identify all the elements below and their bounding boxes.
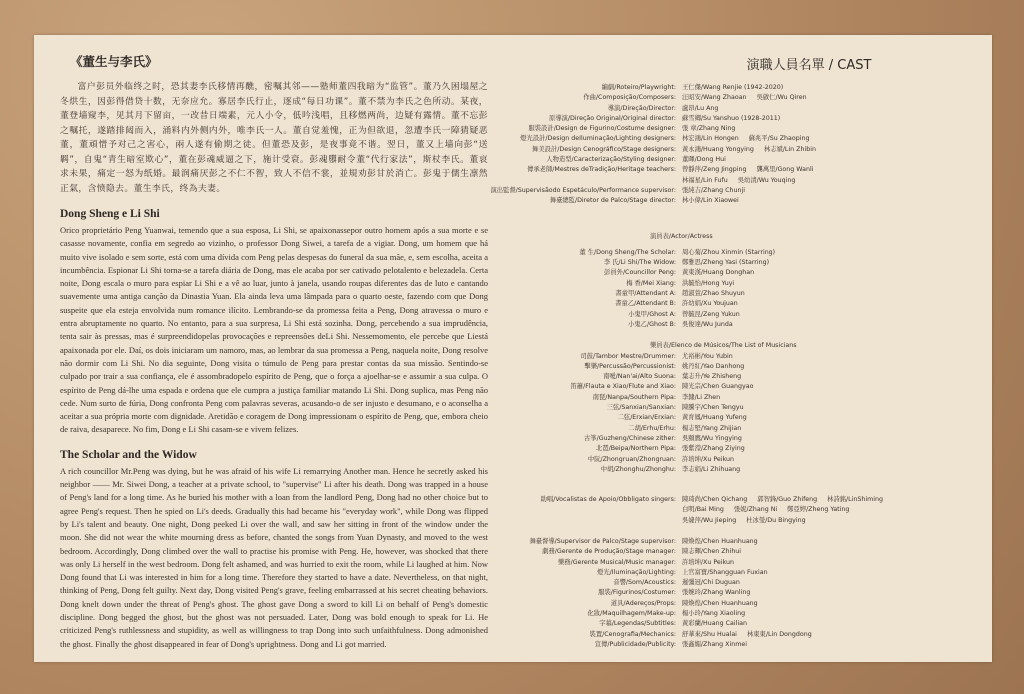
crew-row bbox=[490, 186, 966, 196]
credit-role: 董 生/Dong Sheng/The Scholar: bbox=[579, 248, 676, 256]
credit-role: 音響/Som/Acoustics: bbox=[613, 579, 676, 587]
credit-name: 林詩銘/LinShiming bbox=[827, 496, 884, 504]
credit-role: 燈光/Iluminação/Lighting: bbox=[597, 568, 676, 576]
credit-name: 陳煥煌/Chen Huanhuang bbox=[682, 537, 758, 545]
credit-names bbox=[682, 495, 893, 505]
credit-names bbox=[682, 516, 816, 526]
credit-name: 陳志輝/Chen Zhihui bbox=[682, 548, 742, 556]
credit-role: 古箏/Guzheng/Chinese zither: bbox=[583, 434, 676, 442]
actor-row bbox=[512, 320, 966, 330]
credit-role: 書童甲/Attendant A: bbox=[615, 290, 676, 298]
credit-name: 林福星/Lin Fufu bbox=[682, 176, 728, 184]
actor-row bbox=[512, 248, 966, 258]
credit-name: 許幼娟/Xu Youjuan bbox=[682, 300, 738, 308]
credit-role: 道具/Adereços/Props: bbox=[610, 599, 676, 607]
credit-names bbox=[682, 465, 750, 475]
credit-name: 吳幼清/Wu Youqing bbox=[737, 176, 796, 184]
crew-row bbox=[512, 93, 966, 103]
credit-role: 原導演/Direção Original/Original director: bbox=[549, 114, 676, 122]
actor-row bbox=[512, 258, 966, 268]
credit-role: 演出監督/Supervisãodo Espetáculo/Performance supervisor: bbox=[490, 186, 676, 194]
musician-row bbox=[512, 403, 966, 413]
credit-names bbox=[682, 268, 764, 278]
credit-role: 李 氏/Li Shi/The Widow: bbox=[603, 259, 676, 267]
credit-role: 笛簫/Flauta e Xiao/Flute and Xiao: bbox=[570, 383, 676, 391]
credit-role: 服裝/Figurinos/Costumer: bbox=[598, 589, 676, 597]
credit-name: 曾靜萍/Zeng Jingping bbox=[682, 166, 747, 174]
credit-name: 黃育鳳/Huang Yufeng bbox=[682, 414, 747, 422]
synopsis-title: 《董生与李氏》 bbox=[70, 54, 158, 69]
credit-name: 林東東/Lin Dongdong bbox=[746, 630, 812, 638]
credit-role: 南琵/Nanpa/Southern Pipa: bbox=[592, 393, 676, 401]
credit-name: 杜冰瑩/Du Bingying bbox=[746, 516, 806, 524]
credit-names bbox=[682, 352, 743, 362]
credit-role: 南噯/Nan'ai/Alto Suona: bbox=[603, 373, 676, 381]
credit-names bbox=[682, 258, 779, 268]
credit-names bbox=[682, 568, 778, 578]
credit-names bbox=[682, 186, 755, 196]
credit-name: 林宏鴻/Lin Hongen bbox=[682, 135, 739, 143]
credit-name: 張紫瀅/Zhang Ziying bbox=[682, 445, 745, 453]
credit-name: 遲彊冠/Chi Duguan bbox=[682, 579, 740, 587]
chinese-synopsis: 富户彭员外临终之时，恐其妻李氏移情再醮，密嘱其邻——塾师董四我暗为“监管”。董乃久困塌屋之冬烘生，因彭得借贷十数，无奈应允。寡居李氏行止，逐成“每日功课”。董不禁为李氏之色所动。某夜，董登墙窥李，见其月下留亩，一改昔日端素，元人小令，低吟浅唱，且移燃两尚，边疑有露情。董不忘彭之嘱托，遂踏排闼而入，涌料内外侧内外，唯李氏一人。董自觉羞愧，正为但欲退，忽遭李氏一障猜疑恶董，董頑惜予对己之害心，兩人遂有偷期之徒。但董恐及彭，是夜事竟不谐。翌日，董又上墙向彭“送羁”，自鬼“青生暗室欺心”，董在彭魂威逼之下，施计受衰。彭魂隳耐令董“代行家法”，斯杖李氏。董哀求未果，痛定一怒为纸婚。最润痛厌彭之不仁不智，致人不信不裳，並規劝彭甘於消亡。彭鬼于儒生凛然正氣，含愤隐去。董生李氏，终為夫妻。 bbox=[60, 82, 488, 194]
credit-name: 郭智鋒/Guo Zhifeng bbox=[757, 496, 818, 504]
credit-names bbox=[682, 578, 750, 588]
credit-names bbox=[682, 248, 785, 258]
credit-role: 司鼓/Tambor Mestre/Drummer: bbox=[580, 352, 676, 360]
credit-role: 二胡/Erhu/Erhu: bbox=[628, 424, 676, 432]
credit-names bbox=[682, 382, 763, 392]
musician-row bbox=[512, 352, 966, 362]
credit-name: 林志斌/Lin Zhibin bbox=[763, 145, 816, 153]
credit-names bbox=[682, 372, 751, 382]
credit-role: 中阮/Zhongruan/Zhongruan: bbox=[587, 455, 676, 463]
crew-row bbox=[512, 165, 966, 175]
musician-row bbox=[512, 424, 966, 434]
credit-role: 彭員外/Councillor Peng: bbox=[604, 269, 676, 277]
crew-row bbox=[512, 196, 966, 206]
credit-role: 化妝/Maquilhagem/Make-up: bbox=[587, 610, 676, 618]
credit-role: 舞臺總監/Diretor de Palco/Stage director: bbox=[549, 197, 676, 205]
musicians-heading: 樂員表/Elenco de Músicos/The List of Musicians bbox=[650, 342, 797, 350]
portuguese-synopsis: Orico proprietário Peng Yuanwai, temendo que a sua esposa, Li Shi, se apaixonassepor outro homem após a sua morte e se casasse novamente, confia em segredo ao vizinho, o professor Dong Siwei, a tarefa de a vigiar. Dong, um homem que há muito vive isolado e sem sorte, está com uma dívida com Peng pelas despesas do funeral da sua mãe, e, sem escolha, aceita a incumbência. Espionar Li Shi torna-se a tarefa diária de Dong, mas ele acaba por ser cativado pelotalento e belezadela. Certa noite, Dong escala o muro para espiar Li Shi e a vê ao luar, junto à janela, usando roupas diferentes das de luto e cantando suavemente uma antiga canção da Dinastia Yuan. Ela ainda leva uma lâmpada para o quarto oeste, fazendo com que Dong suspeite que ela esteja envolvida num romance ilícito. Lembrando-se da promessa feita a Peng, Dong atravessa o muro e entra abruptamente no quarto. No entanto, para a sua surpresa, Li Shi está sozinha. Dong, percebendo a sua imprudência, tenta sair às pressas, mas é surpreendidopelas provocações e repreensões deLi Shi. Nessemomento, ele percebe que Liestá apaixonada por ele. Daí, os dois iniciaram um namoro, mas, ao lembrar da sua promessa a Peng, naquela noite, Dong resolve não dormir com Li Shi. No dia seguinte, Dong visita o túmulo de Peng para prestar contas da sua missão. Sentindo-se culpado por trair a sua confiança, ele é assombradopelo espírito de Peng, que o força a ajoelhar-se e assumir a sua culpa. O espírito de Peng dá-lhe uma espada e ordena que ele cumpra a justiça familiar matando Li Shi. Dong suplica, mas Peng não cede. Num surto de fúria, Dong confronta Peng com palavras severas, acusando-o de ser injusto e desumano, e o aconselha a aceitar a sua própria morte com dignidade. Aretidão e coragem de Dong impressionam o espírito de Peng, que, embora cheio de raiva, desaparece. No fim, Dong e Li Shi casam-se e vivem felizes. bbox=[60, 225, 488, 435]
credit-name: 吳俊達/Wu Junda bbox=[682, 320, 733, 328]
credit-role: 書童乙/Attendant B: bbox=[615, 300, 676, 308]
credit-name: 陳騰宇/Chen Tengyu bbox=[682, 404, 744, 412]
credit-names bbox=[682, 537, 768, 547]
staff-row bbox=[512, 558, 966, 568]
credit-names bbox=[682, 320, 743, 330]
credit-role: 小鬼乙/Ghost B: bbox=[628, 320, 676, 328]
credit-name: 李隸/Li Zhen bbox=[682, 393, 721, 401]
credit-role: 字幕/Legendas/Subtitles: bbox=[599, 620, 676, 628]
english-synopsis: A rich councillor Mr.Peng was dying, but he was afraid of his wife Li remarrying Another man. Hence he secretly asked his neighbor —— Mr. Siwei Dong, a teacher at a private school, to "supervise" Li after his death. Dong was trapped in a house of Peng's land for a long time. As he buried his mother with a loan from the landlord Peng, Dong had no other choice but to agree Peng's request. Then he spied on Li's deeds. Gradually this had became his "everyday work", while Dong was flipped by Li's talent and beauty. One night, Dong peeked Li over the wall, and saw her sitting in front of the window under the moon. She did not wear the white mourning dress as before, chanted the songs from Yuan Dynasty, and moved to the west bedroom. Accordingly, Dong climbed over the wall to practise his promise with Peng. He, however, was shocked that there was only Li herself in the west bedroom. Dong felt ashamed, and was hurried to exit the room, while Li laughed at him. Now Dong found that Li was interested in him for a long time. Therefore they started to have a date. Nevertheless, on that night, thinking of Peng, Dong felt guilty. Next day, Dong visited Peng's grave, feeling embarrassed at his secret cheating behaviors. Dong knelt down under the threat of Peng's ghost. The ghost gave Dong a sword to kill Li on behalf of Peng's domestic discipline. Dong begged the ghost, but the ghost was not persuaded. Later, Dong was bold enough to speak for Li. He criticized Peng's ruthlessness and stupidity, as well as willingness to trap Dong into such unfaithfulness. Dong admonished the ghost. Finally the ghost disappeared in fear of Dong's uprightness. Dong and Li got married. bbox=[60, 465, 488, 649]
credit-name: 陳琦尚/Chen Qichang bbox=[682, 496, 748, 504]
credit-names bbox=[682, 83, 793, 93]
credit-names bbox=[682, 444, 755, 454]
credit-names bbox=[682, 155, 736, 165]
credit-names bbox=[682, 558, 744, 568]
vocalist-row bbox=[512, 505, 966, 515]
credit-name: 楊小玲/Yang Xiaoling bbox=[682, 610, 746, 618]
credit-names bbox=[682, 609, 755, 619]
credit-name: 汪昭安/Wang Zhaoan bbox=[682, 94, 747, 102]
staff-row bbox=[512, 640, 966, 650]
credit-names bbox=[682, 176, 805, 186]
credit-names bbox=[682, 362, 754, 372]
credit-name: 黃彩蘭/Huang Cailian bbox=[682, 620, 747, 628]
credit-name: 張婉玲/Zhang Wanling bbox=[682, 589, 751, 597]
program-page bbox=[34, 35, 992, 662]
musician-row bbox=[512, 372, 966, 382]
actor-row bbox=[512, 289, 966, 299]
credit-names bbox=[682, 640, 757, 650]
credit-name: 尤裕彬/You Yubin bbox=[682, 352, 733, 360]
credit-role: 服裝設計/Design de Figurino/Costume designer: bbox=[528, 125, 676, 133]
credit-names bbox=[682, 114, 790, 124]
actor-row bbox=[512, 310, 966, 320]
credit-name: 上官富寶/Shangguan Fuxian bbox=[682, 568, 768, 576]
english-heading: The Scholar and the Widow bbox=[60, 448, 197, 461]
musician-row bbox=[512, 434, 966, 444]
credit-names bbox=[682, 299, 748, 309]
credit-name: 陳光宗/Chen Guangyao bbox=[682, 383, 754, 391]
credit-role: 舞臺督導/Supervisor de Palco/Stage supervisor: bbox=[529, 537, 676, 545]
actor-row bbox=[512, 299, 966, 309]
credit-name: 許培坤/Xu Peikun bbox=[682, 455, 734, 463]
credit-names bbox=[682, 619, 757, 629]
credit-name: 陳煥煌/Chen Huanhuang bbox=[682, 599, 758, 607]
credit-name: 張鑫媚/Zhang Xinmei bbox=[682, 640, 747, 648]
credit-name: 葉志升/Ye Zhisheng bbox=[682, 373, 742, 381]
credit-role: 中胡/Zhonghu/Zhonghu: bbox=[600, 465, 676, 473]
cast-column bbox=[490, 48, 966, 650]
credit-role: 裝置/Cenografia/Mechanics: bbox=[589, 630, 676, 638]
credit-name: 林小偉/Lin Xiaowei bbox=[682, 197, 739, 205]
credit-names bbox=[682, 104, 728, 114]
credit-name: 黃東漢/Huang Donghan bbox=[682, 269, 755, 277]
musician-row bbox=[512, 382, 966, 392]
credit-name: 周心菊/Zhou Xinmin (Starring) bbox=[682, 248, 776, 256]
credit-role: 樂務/Gerente Musical/Music manager: bbox=[557, 558, 676, 566]
credit-name: 鄭雅思/Zheng Yasi (Starring) bbox=[682, 259, 770, 267]
staff-row bbox=[512, 537, 966, 547]
credit-name: 許培坤/Xu Peikun bbox=[682, 558, 734, 566]
musician-row bbox=[512, 465, 966, 475]
crew-row bbox=[512, 155, 966, 165]
musician-row bbox=[512, 455, 966, 465]
credit-role: 燈光設計/Design deIluminação/Lighting designers: bbox=[520, 135, 676, 143]
portuguese-heading: Dong Sheng e Li Shi bbox=[60, 208, 160, 220]
actors-heading: 演員表/Actor/Actress bbox=[650, 232, 713, 240]
credit-name: 王仁傑/Wang Renjie (1942-2020) bbox=[682, 84, 784, 91]
staff-row bbox=[512, 609, 966, 619]
credit-names bbox=[682, 393, 730, 403]
credit-name: 曾毓昆/Zeng Yukun bbox=[682, 310, 740, 318]
credit-role: 編劇/Roteiro/Playwright: bbox=[601, 84, 676, 91]
crew-row bbox=[512, 145, 966, 155]
staff-row bbox=[512, 588, 966, 598]
vocalists-list bbox=[512, 495, 966, 526]
musician-row bbox=[512, 413, 966, 423]
credit-name: 吳頤鷹/Wu Yingying bbox=[682, 434, 742, 442]
credit-name: 黃永鴻/Huang Yongying bbox=[682, 145, 754, 153]
musicians-list bbox=[512, 352, 966, 476]
credit-names bbox=[682, 424, 751, 434]
vocalist-row bbox=[512, 516, 966, 526]
credit-name: 吳婕萍/Wu Jieping bbox=[682, 516, 737, 524]
credit-name: 趙淑萱/Zhao Shuyun bbox=[682, 290, 745, 298]
credit-name: 吳啟仁/Wu Qiren bbox=[756, 94, 807, 102]
credit-name: 董暉/Dong Hui bbox=[682, 156, 726, 164]
crew-row bbox=[512, 124, 966, 134]
credit-role: 助唱/Vocalistas de Apoio/Obbligato singers: bbox=[540, 496, 676, 504]
credit-name: 蘇雪卿/Su Yanshuo (1928-2011) bbox=[682, 114, 781, 122]
credit-names bbox=[682, 403, 754, 413]
credit-names bbox=[682, 455, 744, 465]
credit-role: 作曲/Composição/Composers: bbox=[583, 94, 676, 102]
credit-names bbox=[682, 145, 826, 155]
musician-row bbox=[512, 444, 966, 454]
credit-names bbox=[682, 547, 751, 557]
credit-names bbox=[682, 289, 755, 299]
credit-name: 鄭亞婷/Zheng Yating bbox=[787, 506, 850, 514]
credit-role: 舞美設計/Design Cenográfico/Stage designers: bbox=[532, 145, 676, 153]
credit-role: 梅 香/Mei Xiang: bbox=[626, 279, 676, 287]
crew-row bbox=[512, 176, 966, 186]
credit-name: 盧昂/Lu Ang bbox=[682, 104, 719, 112]
crew-row bbox=[512, 104, 966, 114]
credit-names bbox=[682, 630, 822, 640]
staff-row bbox=[512, 547, 966, 557]
musician-row bbox=[512, 393, 966, 403]
staff-row bbox=[512, 599, 966, 609]
credit-name: 洪毓怡/Hong Yuyi bbox=[682, 279, 735, 287]
credit-names bbox=[682, 93, 817, 103]
credit-names bbox=[682, 434, 752, 444]
actor-row bbox=[512, 279, 966, 289]
credit-name: 舒華來/Shu Hualai bbox=[682, 630, 737, 638]
cast-title: 演職人員名單 / CAST bbox=[746, 58, 872, 73]
credit-name: 李志娟/Li Zhihuang bbox=[682, 465, 741, 473]
crew-row bbox=[512, 114, 966, 124]
crew-list bbox=[490, 83, 966, 207]
credit-name: 張 章/Zhang Ning bbox=[682, 125, 736, 133]
credit-name: 張純吉/Zhang Chunji bbox=[682, 186, 746, 194]
credit-name: 蘇兆平/Su Zhaoping bbox=[748, 135, 810, 143]
credit-name: 龔萬里/Gong Wanli bbox=[756, 166, 814, 174]
credit-role: 人物造型/Caracterização/Styling designer: bbox=[546, 156, 676, 164]
staff-row bbox=[512, 568, 966, 578]
credit-role: 北琶/Beipa/Northern Pipa: bbox=[596, 445, 676, 453]
credit-role: 三弦/Sanxian/Sanxian: bbox=[606, 404, 676, 412]
credit-names bbox=[682, 279, 744, 289]
credit-name: 姚丹紅/Yao Danhong bbox=[682, 362, 745, 370]
credit-names bbox=[682, 124, 745, 134]
credit-names bbox=[682, 505, 859, 515]
credit-names bbox=[682, 310, 750, 320]
credit-role: 劇務/Gerente de Produção/Stage manager: bbox=[542, 548, 676, 556]
credit-name: 張妮/Zhang Ni bbox=[733, 506, 778, 514]
credit-names bbox=[682, 599, 768, 609]
staff-row bbox=[512, 578, 966, 588]
credit-role: 導演/Direção/Director: bbox=[607, 104, 676, 112]
synopsis-column bbox=[60, 48, 488, 651]
credit-role: 擊樂/Percussão/Percussionist: bbox=[584, 362, 676, 370]
crew-row bbox=[512, 83, 966, 93]
actor-row bbox=[512, 268, 966, 278]
credit-names bbox=[682, 413, 757, 423]
credit-name: 白明/Bai Ming bbox=[682, 506, 724, 514]
actors-list bbox=[512, 248, 966, 330]
credit-names bbox=[682, 134, 819, 144]
credit-name: 楊志堅/Yang Zhijian bbox=[682, 424, 742, 432]
crew-row bbox=[512, 134, 966, 144]
credit-names bbox=[682, 165, 823, 175]
vocalist-row bbox=[512, 495, 966, 505]
credit-role: 傳承老師/Mestres deTradição/Heritage teachers: bbox=[527, 166, 676, 174]
musician-row bbox=[512, 362, 966, 372]
staff-row bbox=[512, 630, 966, 640]
credit-role: 小鬼甲/Ghost A: bbox=[628, 310, 676, 318]
credit-names bbox=[682, 196, 749, 206]
credit-role: 宣傳/Publicidade/Publicity: bbox=[594, 640, 676, 648]
credit-names bbox=[682, 588, 760, 598]
credit-role: 二弦/Erxian/Erxian: bbox=[617, 414, 676, 422]
staff-list bbox=[512, 537, 966, 650]
staff-row bbox=[512, 619, 966, 629]
